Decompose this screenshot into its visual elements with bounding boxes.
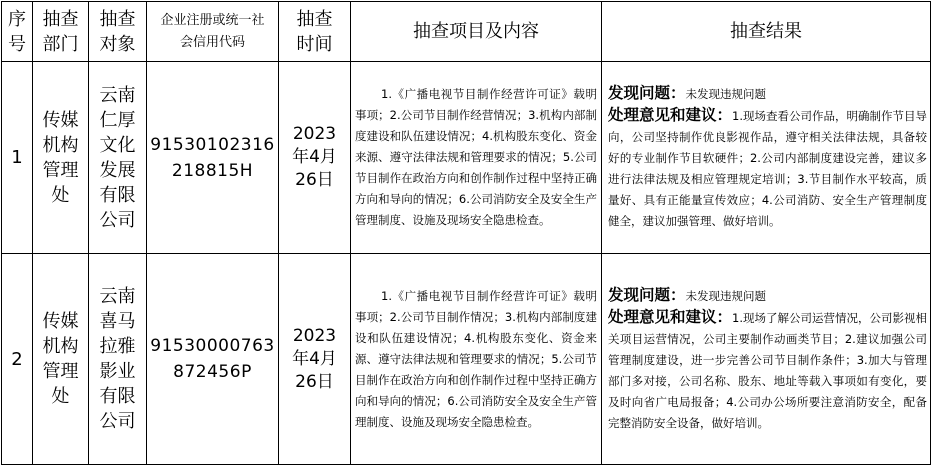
- row-dept: 传媒机构管理处: [33, 254, 89, 465]
- row-result: [602, 62, 931, 254]
- row-items: 1.《广播电视节目制作经营许可证》载明事项；2.公司节目制作经营情况；3.机构内部制度建设和队伍建设情况；4.机构股东变化、资金来源、遵守法律法规和管理要求的情况；5.公司节目制作在政治方向和创作制作过程中坚持正确方向和导向的情况；6.公司消防安全及安全生产管理制度、设施及现场安全隐患检查。: [351, 62, 602, 254]
- row-target: 云南仁厚文化发展有限公司: [89, 62, 147, 254]
- header-credit: 企业注册或统一社会信用代码: [147, 2, 279, 62]
- header-items: 抽查项目及内容: [351, 2, 602, 62]
- found-label: 发现问题：: [608, 84, 686, 102]
- row-result: [602, 254, 931, 465]
- row-credit: 91530000763872456P: [147, 254, 279, 465]
- row-index: 2: [2, 254, 33, 465]
- advice-text: 1.现场了解公司运营情况，公司影视相关项目运营情况，公司主要制作动画类节目；2.建议加强公司管理制度建设，进一步完善公司节目制作条件；3.加大与管理部门多对接，公司名称、股东、地址等载入事项如有变化，要及时向省广电局报备；4.公司办公场所要注意消防安全，配备完整消防安全设备，做好培训。: [608, 310, 927, 430]
- row-credit: 91530102316218815H: [147, 62, 279, 254]
- row-target: 云南喜马拉雅影业有限公司: [89, 254, 147, 465]
- header-target: 抽查对象: [89, 2, 147, 62]
- header-result: 抽查结果: [602, 2, 931, 62]
- table-row: [2, 62, 931, 254]
- row-dept: 传媒机构管理处: [33, 62, 89, 254]
- inspection-table: [1, 1, 931, 465]
- table-row: [2, 254, 931, 465]
- header-time: 抽查时间: [279, 2, 351, 62]
- found-label: 发现问题：: [608, 285, 686, 304]
- advice-text: 1.现场查看公司作品，明确制作节目导向，公司坚持制作优良影视作品，遵守相关法律法规，具备较好的专业制作节目软硬件；2.公司内部制度建设完善，建议多进行法律法规及相应管理规定培训；3.节目制作水平较高，质量好、具有正能量宣传效应；4.公司消防、安全生产管理制度健全，建议加强管理、做好培训。: [608, 109, 927, 228]
- row-index: 1: [2, 62, 33, 254]
- found-text: 未发现违规问题: [685, 87, 767, 101]
- row-time: 2023年4月26日: [279, 254, 351, 465]
- header-row: [2, 2, 931, 62]
- header-dept: 抽查部门: [33, 2, 89, 62]
- advice-label: 处理意见和建议：: [608, 106, 733, 124]
- found-text: 未发现违规问题: [685, 288, 767, 303]
- advice-label: 处理意见和建议：: [608, 307, 733, 326]
- row-time: 2023年4月26日: [279, 62, 351, 254]
- header-index: 序号: [2, 2, 33, 62]
- row-items: 1.《广播电视节目制作经营许可证》载明事项；2.公司节目制作情况；3.机构内部制度建设和队伍建设情况；4.机构股东变化、资金来源、遵守法律法规和管理要求的情况；5.公司节目制作在政治方向和创作制作过程中坚持正确方向和导向的情况；6.公司消防安全及安全生产管理制度、设施及现场安全隐患检查。: [351, 254, 602, 465]
